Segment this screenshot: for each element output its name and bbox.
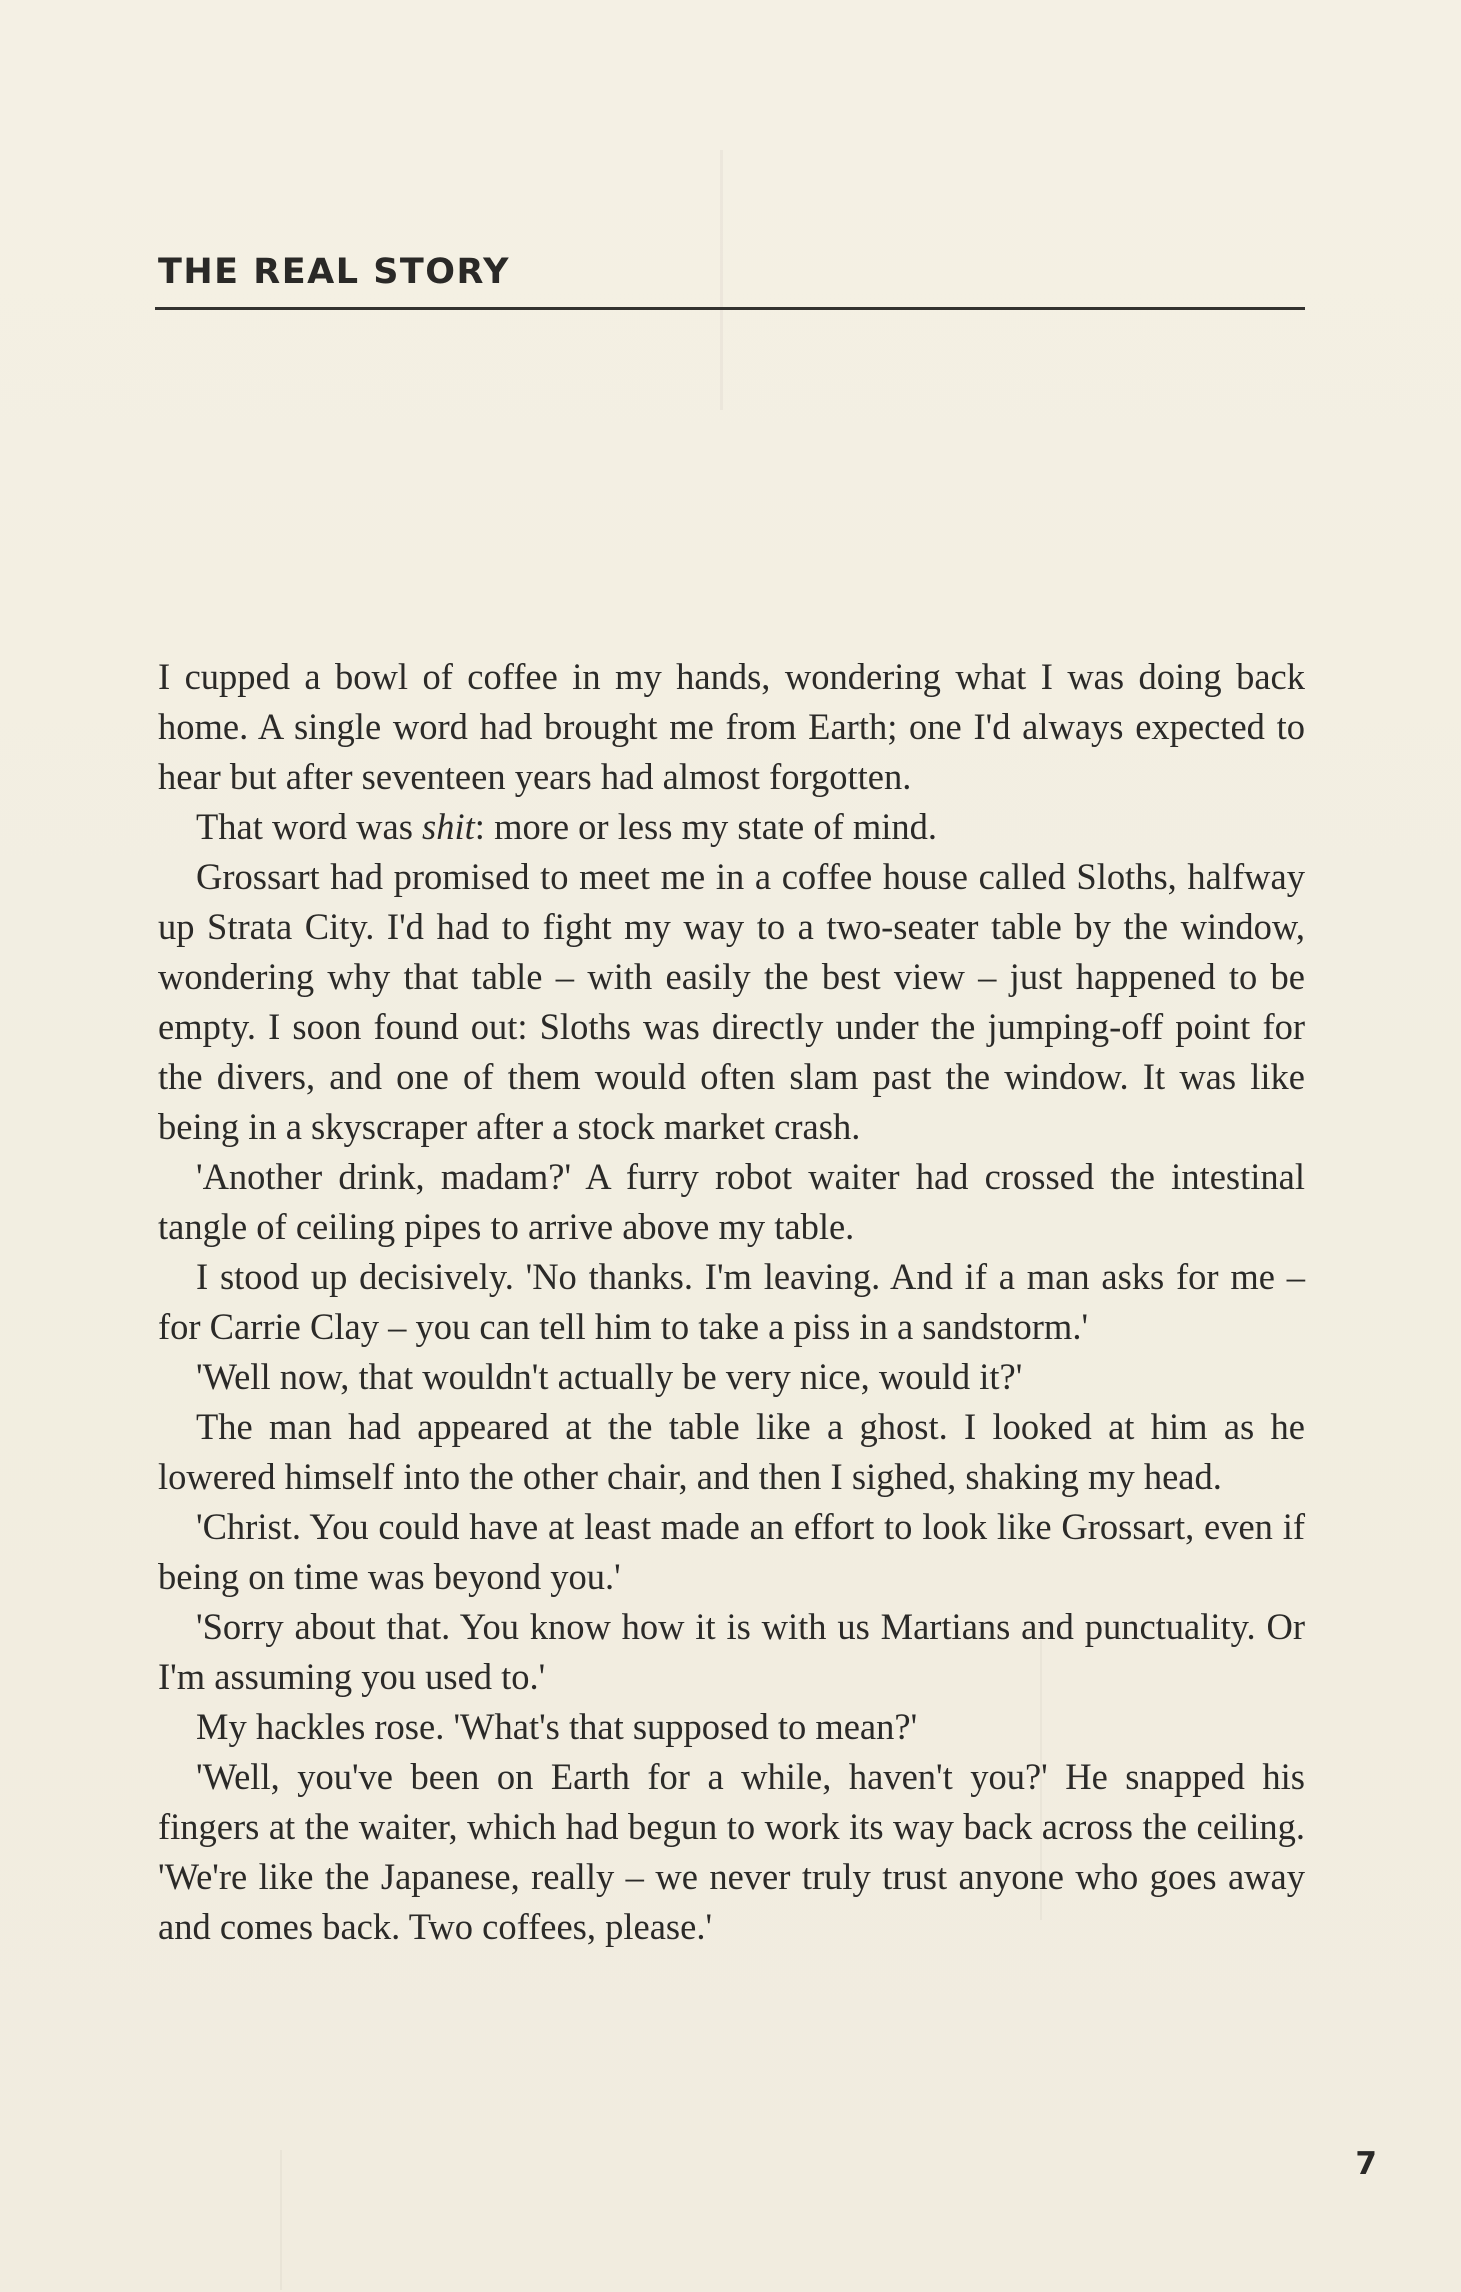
header-rule — [155, 307, 1305, 310]
paragraph: I stood up decisively. 'No thanks. I'm leaving. And if a man asks for me – for Carrie Clay – you can tell him to take a piss in a sandstorm.' — [158, 1256, 1305, 1347]
show-through-mark — [280, 2150, 282, 2290]
page-number: 7 — [1355, 2146, 1377, 2182]
paragraph-text: : more or less my state of mind. — [474, 806, 938, 847]
paragraph: 'Well now, that wouldn't actually be very nice, would it?' — [196, 1356, 1023, 1397]
paragraph: The man had appeared at the table like a ghost. I looked at him as he lowered himself into the other chair, and then I sighed, shaking my head. — [158, 1406, 1305, 1497]
emphasized-word: shit — [422, 806, 475, 847]
running-head: THE REAL STORY — [158, 252, 510, 292]
paragraph: My hackles rose. 'What's that supposed to mean?' — [196, 1706, 918, 1747]
paragraph: 'Well, you've been on Earth for a while, haven't you?' He snapped his fingers at the waiter, which had begun to work its way back across the ceiling. 'We're like the Japanese, really – we never truly trust anyone who goes away and comes back. Two coffees, please.' — [158, 1756, 1305, 1947]
paragraph — [158, 802, 1305, 852]
paragraph: 'Christ. You could have at least made an effort to look like Grossart, even if being on time was beyond you.' — [158, 1506, 1305, 1597]
paragraph: I cupped a bowl of coffee in my hands, wondering what I was doing back home. A single word had brought me from Earth; one I'd always expected to hear but after seventeen years had almost forgotten. — [158, 656, 1305, 797]
paragraph: 'Sorry about that. You know how it is with us Martians and punctuality. Or I'm assuming you used to.' — [158, 1606, 1305, 1697]
paragraph: Grossart had promised to meet me in a coffee house called Sloths, halfway up Strata City. I'd had to fight my way to a two-seater table by the window, wondering why that table – with easily the best view – just happened to be empty. I soon found out: Sloths was directly under the jumping-off point for the divers, and one of them would often slam past the window. It was like being in a skyscraper after a stock market crash. — [158, 856, 1305, 1147]
body-text — [158, 652, 1305, 1952]
paragraph-text: That word was — [196, 806, 423, 847]
paragraph: 'Another drink, madam?' A furry robot waiter had crossed the intestinal tangle of ceiling pipes to arrive above my table. — [158, 1156, 1305, 1247]
show-through-mark — [720, 150, 723, 410]
